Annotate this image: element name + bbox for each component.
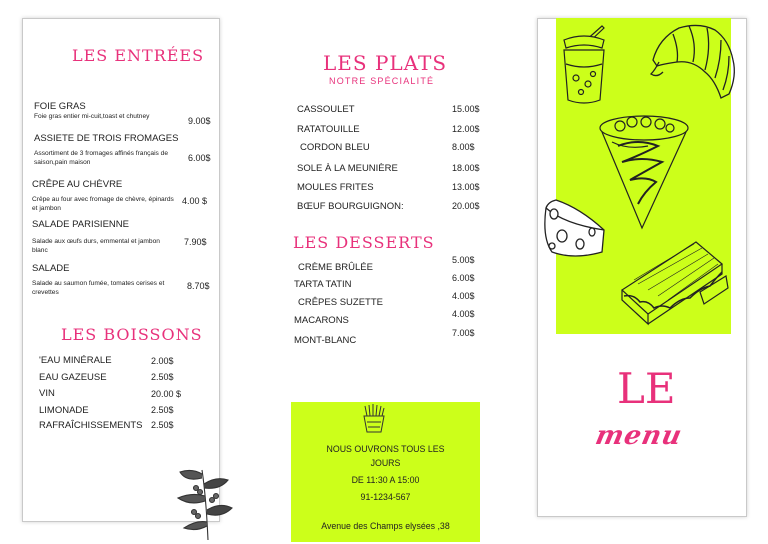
- entree-desc: Foie gras entier mi-cuit,toast et chutney: [34, 113, 150, 120]
- plat-name: CORDON BLEU: [300, 142, 370, 153]
- entrees-title: LES ENTRÉES: [72, 46, 205, 65]
- plat-price: 12.00$: [452, 124, 480, 134]
- dessert-name: TARTA TATIN: [294, 279, 352, 290]
- entree-price: 7.90$: [184, 237, 207, 247]
- entree-name: SALADE: [32, 263, 70, 274]
- boisson-name: 'EAU MINÉRALE: [39, 355, 112, 366]
- boisson-price: 2.50$: [151, 405, 174, 415]
- dessert-name: MACARONS: [294, 315, 349, 326]
- plat-name: BŒUF BOURGUIGNON:: [297, 201, 404, 212]
- entree-name: FOIE GRAS: [34, 101, 86, 112]
- hours-line2: JOURS: [370, 458, 401, 468]
- info-box: [291, 402, 480, 542]
- desserts-title: LES DESSERTS: [293, 233, 435, 252]
- entree-name: CRÊPE AU CHÈVRE: [32, 179, 123, 190]
- hours-line1: NOUS OUVRONS TOUS LES: [326, 444, 445, 454]
- boisson-name: VIN: [39, 388, 55, 399]
- coffee-plant-icon: [172, 466, 236, 542]
- sandwich-icon: [618, 236, 730, 330]
- boissons-title: LES BOISSONS: [61, 325, 203, 344]
- entree-price: 6.00$: [188, 153, 211, 163]
- boisson-price: 20.00 $: [151, 389, 182, 399]
- plat-name: RATATOUILLE: [297, 124, 360, 135]
- dessert-name: MONT-BLANC: [294, 335, 357, 346]
- dessert-name: CRÈME BRÛLÉE: [298, 262, 373, 273]
- fries-icon: [361, 404, 387, 434]
- plats-title: LES PLATS: [323, 51, 448, 75]
- boisson-name: LIMONADE: [39, 405, 89, 416]
- entree-price: 4.00 $: [182, 196, 208, 206]
- dessert-price: 4.00$: [452, 291, 475, 301]
- cover-script: menu: [592, 421, 686, 451]
- boisson-name: RAFRAÎCHISSEMENTS: [39, 420, 143, 431]
- entree-name: ASSIETE DE TROIS FROMAGES: [34, 133, 179, 144]
- cover-title: LE: [617, 364, 676, 413]
- plat-name: MOULES FRITES: [297, 182, 374, 193]
- plat-price: 18.00$: [452, 163, 480, 173]
- entree-price: 8.70$: [187, 281, 210, 291]
- dessert-name: CRÊPES SUZETTE: [298, 297, 383, 308]
- smoothie-icon: [556, 26, 612, 106]
- entree-desc: Crêpe au four avec fromage de chèvre, épinards et jambon: [32, 196, 174, 212]
- entree-desc: Salade au saumon fumée, tomates cerises et crevettes: [32, 280, 165, 296]
- address: Avenue des Champs elysées ,38: [321, 521, 450, 531]
- plat-name: SOLE À LA MEUNIÈRE: [297, 163, 398, 174]
- boisson-price: 2.50$: [151, 372, 174, 382]
- boisson-price: 2.50$: [151, 420, 174, 430]
- dessert-price: 4.00$: [452, 309, 475, 319]
- boisson-name: EAU GAZEUSE: [39, 372, 107, 383]
- dessert-price: 7.00$: [452, 328, 475, 338]
- dessert-price: 5.00$: [452, 255, 475, 265]
- cheese-icon: [540, 198, 608, 262]
- plat-price: 8.00$: [452, 142, 475, 152]
- entree-desc: Salade aux œufs durs, emmental et jambon blanc: [32, 238, 160, 254]
- phone-number: 91-1234-567: [360, 492, 411, 502]
- plat-price: 15.00$: [452, 104, 480, 114]
- entree-price: 9.00$: [188, 116, 211, 126]
- opening-time: DE 11:30 A 15:00: [351, 475, 420, 485]
- plat-name: CASSOULET: [297, 104, 355, 115]
- plat-price: 20.00$: [452, 201, 480, 211]
- crepe-icon: [598, 112, 694, 230]
- croissant-icon: [649, 20, 741, 102]
- entree-name: SALADE PARISIENNE: [32, 219, 129, 230]
- plat-price: 13.00$: [452, 182, 480, 192]
- entree-desc: Assortiment de 3 fromages affinés français de saison,pain maison: [34, 150, 169, 166]
- plats-subtitle: NOTRE SPÉCIALITÉ: [329, 76, 435, 86]
- boisson-price: 2.00$: [151, 356, 174, 366]
- dessert-price: 6.00$: [452, 273, 475, 283]
